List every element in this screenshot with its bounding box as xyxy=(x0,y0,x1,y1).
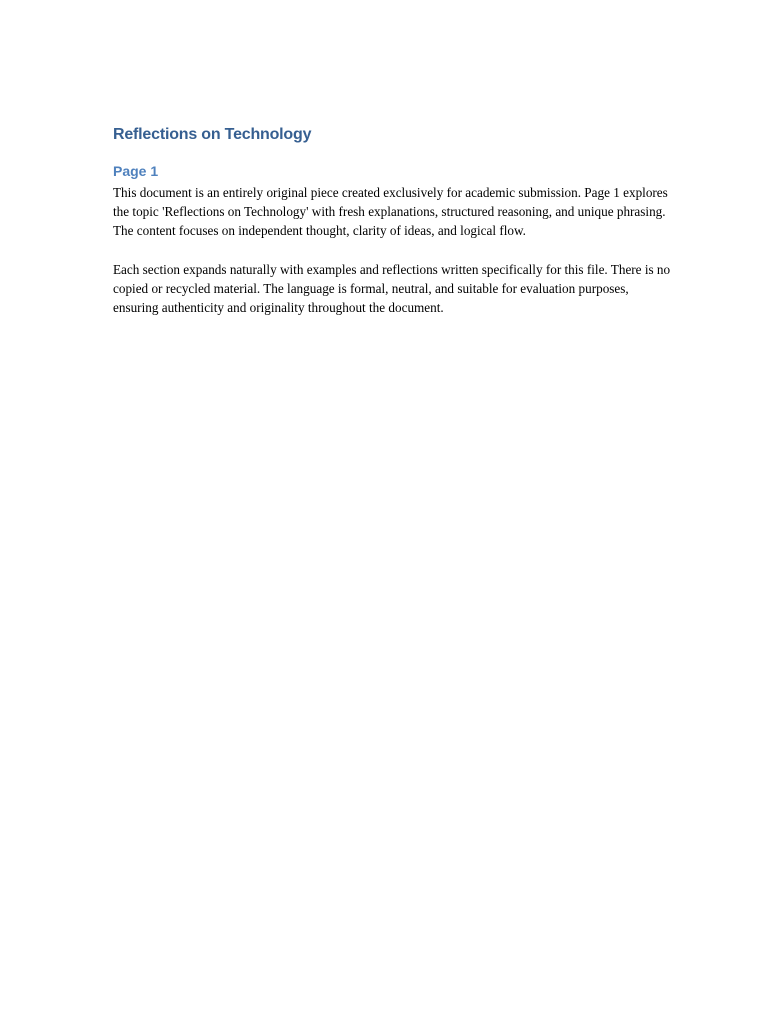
document-title: Reflections on Technology xyxy=(113,126,312,143)
paragraph-1: This document is an entirely original piece created exclusively for academic submission. Page 1 explores the topic 'Reflections on Technology' with fresh explanations, structured reasoning, and unique phrasing. The content focuses on independent thought, clarity of ideas, and logical flow. xyxy=(113,185,668,239)
section-heading: Page 1 xyxy=(113,163,159,179)
document-content xyxy=(113,123,673,317)
body-text xyxy=(113,183,673,317)
paragraph-2: Each section expands naturally with examples and reflections written specifically for this file. There is no copied or recycled material. The language is formal, neutral, and suitable for evaluation purposes, ensuring authenticity and originality throughout the document. xyxy=(113,261,671,316)
